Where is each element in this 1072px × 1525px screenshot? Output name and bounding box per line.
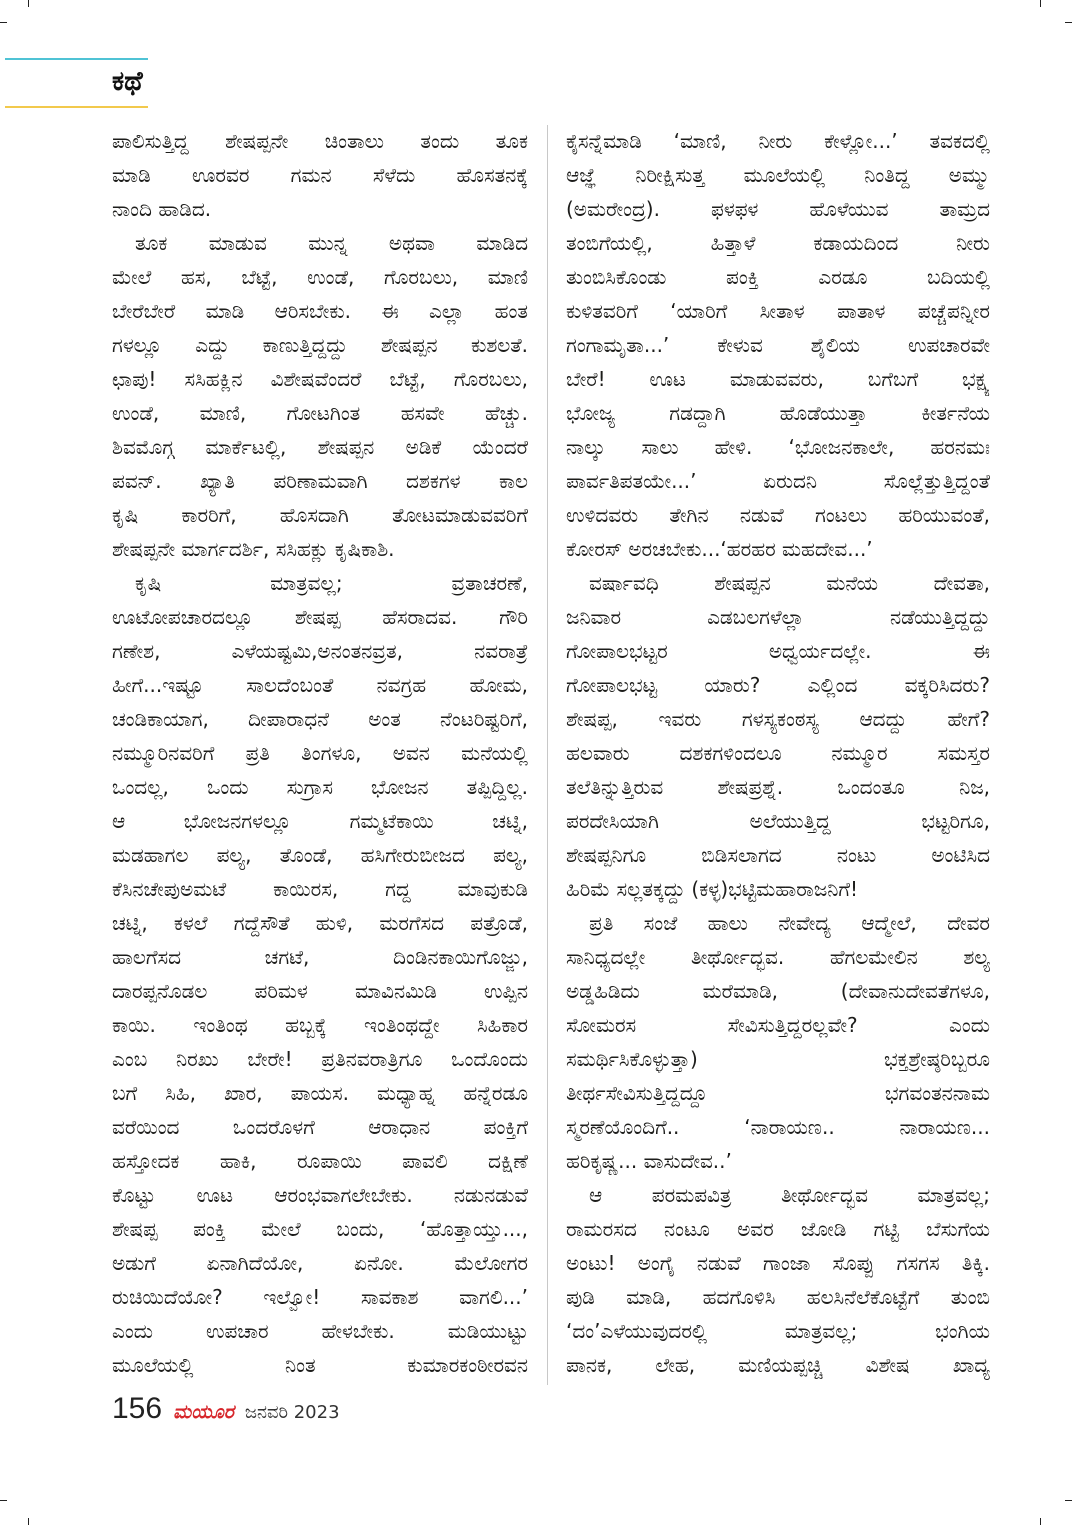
text-line: ಕೈಸನ್ನೆಮಾಡಿ ‘ಮಾಣಿ, ನೀರು ಕೇಳ್ಲೋ...’ ತವಕದಲ್ಲಿ: [566, 129, 990, 153]
text-line: ಜನಿವಾರ ಎಡಬಲಗಳೆಲ್ಲಾ ನಡೆಯುತ್ತಿದ್ದದ್ದು: [566, 605, 990, 629]
text-line: ಪ್ರತಿ ಸಂಜೆ ಹಾಲು ನೇವೇದ್ಯ ಆದ್ಮೇಲೆ, ದೇವರ: [589, 911, 990, 935]
text-line: ಚಂಡಿಕಾಯಾಗ, ದೀಪಾರಾಧನೆ ಅಂತ ನೆಂಟರಿಷ್ಟರಿಗೆ,: [112, 707, 528, 731]
text-line: ಶೇಷಪ್ಪ ಪಂಕ್ತಿ ಮೇಲೆ ಬಂದು, ‘ಹೊತ್ತಾಯ್ತು...,: [112, 1217, 528, 1241]
crop-mark: [0, 1500, 7, 1501]
text-line: ದಾರಪ್ಪನೊಡಲ ಪರಿಮಳ ಮಾವಿನಮಿಡಿ ಉಪ್ಪಿನ: [112, 979, 528, 1003]
text-line: ‘ದಂ’ಎಳೆಯುವುದರಲ್ಲಿ ಮಾತ್ರವಲ್ಲ; ಭಂಗಿಯ: [566, 1319, 990, 1343]
text-line: ಮಡಹಾಗಲ ಪಲ್ಯ, ತೊಂಡೆ, ಹಸಿಗೇರುಬೀಜದ ಪಲ್ಯ,: [112, 843, 528, 867]
crop-mark: [1065, 22, 1072, 23]
paragraph: [112, 124, 528, 226]
text-line: ಗೋಪಾಲಭಟ್ಟ ಯಾರು? ಎಲ್ಲಿಂದ ವಕ್ಕರಿಸಿದರು?: [566, 673, 990, 697]
text-line: ಭೋಜ್ಯ ಗಡದ್ದಾಗಿ ಹೊಡೆಯುತ್ತಾ ಕೀರ್ತನೆಯ: [566, 401, 990, 425]
text-line: ನಾಂದಿ ಹಾಡಿದ.: [112, 197, 212, 221]
text-line: ಆ ಭೋಜನಗಳಲ್ಲೂ ಗಮ್ಮಟೆಕಾಯಿ ಚಟ್ನಿ,: [112, 809, 528, 833]
text-line: ತುಂಬಿಸಿಕೊಂಡು ಪಂಕ್ತಿ ಎರಡೂ ಬದಿಯಲ್ಲಿ: [566, 265, 990, 289]
text-line: ಗಳಲ್ಲೂ ಎದ್ದು ಕಾಣುತ್ತಿದ್ದದ್ದು ಶೇಷಪ್ಪನ ಕುಶಲತೆ.: [112, 333, 528, 357]
text-line: ಕೃಷಿ ಕಾರರಿಗೆ, ಹೊಸದಾಗಿ ತೋಟಮಾಡುವವರಿಗೆ: [112, 503, 528, 527]
text-line: ಕೆಸಿನಚೇಪುಅಮಟೆ ಕಾಯಿರಸ, ಗದ್ದ ಮಾವುಕುಡಿ: [112, 877, 528, 901]
crop-mark: [0, 22, 7, 23]
text-line: ಸೋಮರಸ ಸೇವಿಸುತ್ತಿದ್ದರಲ್ಲವೇ? ಎಂದು: [566, 1013, 990, 1037]
text-line: ಚಟ್ನಿ, ಕಳಲೆ ಗದ್ದೆಸೌತೆ ಹುಳಿ, ಮರಗೆಸದ ಪತ್ರೊಡೆ,: [112, 911, 528, 935]
text-line: ವರ್ಷಾವಧಿ ಶೇಷಪ್ಪನ ಮನೆಯ ದೇವತಾ,: [589, 571, 990, 595]
text-line: ಉಂಡೆ, ಮಾಣಿ, ಗೋಟಗಿಂತ ಹಸವೇ ಹೆಚ್ಚು.: [112, 401, 528, 425]
paragraph: [566, 1178, 990, 1382]
text-line: (ಅಮರೇಂದ್ರ). ಫಳಫಳ ಹೊಳೆಯುವ ತಾಮ್ರದ: [566, 197, 990, 221]
text-line: ಶೇಷಪ್ಪನಿಗೂ ಬಿಡಿಸಲಾಗದ ನಂಟು ಅಂಟಿಸಿದ: [566, 843, 990, 867]
text-line: ಸಾನಿಧ್ಯದಲ್ಲೇ ತೀರ್ಥೋದ್ಭವ. ಹೆಗಲಮೇಲಿನ ಶಲ್ಯ: [566, 945, 990, 969]
text-line: ಗಣೇಶ, ಎಳೆಯಷ್ಟಮಿ,ಅನಂತನವ್ರತ, ನವರಾತ್ರೆ: [112, 639, 528, 663]
text-line: ಶಿವಮೊಗ್ಗ ಮಾರ್ಕೆಟಲ್ಲಿ, ಶೇಷಪ್ಪನ ಅಡಿಕೆ ಯೆಂದರೆ: [112, 435, 528, 459]
text-line: ಗಂಗಾಮೃತಾ...’ ಕೇಳುವ ಶೈಲಿಯ ಉಪಚಾರವೇ: [566, 333, 990, 357]
left-column: [112, 124, 528, 1382]
text-line: ತಲೆತಿನ್ನುತ್ತಿರುವ ಶೇಷಪ್ರಶ್ನೆ. ಒಂದಂತೂ ನಿಜ,: [566, 775, 990, 799]
text-line: ಶೇಷಪ್ಪನೇ ಮಾರ್ಗದರ್ಶಿ, ಸಸಿಹಕ್ಲು ಕೃಷಿಕಾಶಿ.: [112, 537, 395, 561]
text-line: ಎಂದು ಉಪಚಾರ ಹೇಳಬೇಕು. ಮಡಿಯುಟ್ಟು: [112, 1319, 528, 1343]
text-line: ಊಟೋಪಚಾರದಲ್ಲೂ ಶೇಷಪ್ಪ ಹೆಸರಾದವ. ಗೌರಿ: [112, 605, 528, 629]
text-line: ಹರಿಕೃಷ್ಣ... ವಾಸುದೇವ..’: [566, 1149, 732, 1173]
text-line: ಹಲವಾರು ದಶಕಗಳಿಂದಲೂ ನಮ್ಮೂರ ಸಮಸ್ತರ: [566, 741, 990, 765]
text-line: ಕೊಟ್ಟು ಊಟ ಆರಂಭವಾಗಲೇಬೇಕು. ನಡುನಡುವೆ: [112, 1183, 528, 1207]
text-line: ಮೇಲೆ ಹಸ, ಬೆಟ್ಟೆ, ಉಂಡೆ, ಗೊರಬಲು, ಮಾಣಿ: [112, 265, 528, 289]
text-line: ಛಾಪು! ಸಸಿಹಕ್ಲಿನ ವಿಶೇಷವೆಂದರೆ ಬೆಟ್ಟೆ, ಗೊರಬಲು,: [112, 367, 528, 391]
text-line: ಅಡ್ಡಹಿಡಿದು ಮರೆಮಾಡಿ, (ದೇವಾನುದೇವತೆಗಳೂ,: [566, 979, 990, 1003]
column-divider: [547, 125, 548, 1385]
crop-mark: [28, 1518, 29, 1525]
right-column: [566, 124, 990, 1382]
text-line: ತೀರ್ಥಸೇವಿಸುತ್ತಿದ್ದದ್ದೂ ಭಗವಂತನನಾಮ: [566, 1081, 990, 1105]
text-line: ಹಿರಿಮೆ ಸಲ್ಲತಕ್ಕದ್ದು (ಕಳ್ಳ)ಭಟ್ಟಿಮಹಾರಾಜನಿಗೆ!: [566, 877, 859, 901]
text-line: ಕೃಷಿ ಮಾತ್ರವಲ್ಲ; ವ್ರತಾಚರಣೆ,: [135, 571, 528, 595]
text-line: ನಾಲ್ಕು ಸಾಲು ಹೇಳಿ. ‘ಭೋಜನಕಾಲೇ, ಹರನಮಃ: [566, 435, 990, 459]
paragraph: [566, 124, 990, 566]
paragraph: [112, 226, 528, 566]
magazine-logo: ಮಯೂರ: [173, 1401, 234, 1423]
page-footer: [112, 1392, 340, 1432]
text-line: ಮಾಡಿ ಊರವರ ಗಮನ ಸೆಳೆದು ಹೊಸತನಕ್ಕೆ: [112, 163, 528, 187]
section-rule-bottom: [5, 106, 148, 108]
paragraph: [566, 906, 990, 1178]
section-rule-top: [5, 58, 148, 60]
paragraph: [566, 566, 990, 906]
text-line: ಮೂಲೆಯಲ್ಲಿ ನಿಂತ ಕುಮಾರಕಂಠೀರವನ: [112, 1353, 528, 1377]
text-line: ಆ ಪರಮಪವಿತ್ರ ತೀರ್ಥೋದ್ಭವ ಮಾತ್ರವಲ್ಲ;: [589, 1183, 990, 1207]
text-line: ಪಾನಕ, ಲೇಹ, ಮಣಿಯಪ್ಪಚ್ಚಿ ವಿಶೇಷ ಖಾದ್ಯ: [566, 1353, 990, 1377]
text-line: ಉಳಿದವರು ತೇಗಿನ ನಡುವೆ ಗಂಟಲು ಹರಿಯುವಂತೆ,: [566, 503, 990, 527]
text-line: ಅಂಟು! ಅಂಗೈ ನಡುವೆ ಗಾಂಜಾ ಸೊಪ್ಪು ಗಸಗಸ ತಿಕ್ಕಿ.: [566, 1251, 990, 1275]
text-line: ರಾಮರಸದ ನಂಟೂ ಅವರ ಜೋಡಿ ಗಟ್ಟಿ ಬೆಸುಗೆಯ: [566, 1217, 990, 1241]
crop-mark: [28, 0, 29, 7]
text-line: ಪವನ್. ಖ್ಯಾತಿ ಪರಿಣಾಮವಾಗಿ ದಶಕಗಳ ಕಾಲ: [112, 469, 528, 493]
section-label: ಕಥೆ: [112, 66, 143, 97]
text-line: ಕಾಯಿ. ಇಂತಿಂಥ ಹಬ್ಬಕ್ಕೆ ಇಂತಿಂಥದ್ದೇ ಸಿಹಿಕಾರ: [112, 1013, 528, 1037]
text-line: ಹಸ್ತೋದಕ ಹಾಕಿ, ರೂಪಾಯಿ ಪಾವಲಿ ದಕ್ಷಿಣೆ: [112, 1149, 528, 1173]
issue-date: ಜನವರಿ 2023: [244, 1402, 340, 1423]
text-line: ಸ್ಮರಣೆಯೊಂದಿಗೆ.. ‘ನಾರಾಯಣ.. ನಾರಾಯಣ...: [566, 1115, 990, 1139]
text-line: ಎಂಬ ನಿರಖು ಬೇರೇ! ಪ್ರತಿನವರಾತ್ರಿಗೂ ಒಂದೊಂದು: [112, 1047, 528, 1071]
text-line: ಬಗೆ ಸಿಹಿ, ಖಾರ, ಪಾಯಸ. ಮಧ್ಯಾಹ್ನ ಹನ್ನೆರಡೂ: [112, 1081, 528, 1105]
text-line: ಪಾರ್ವತಿಪತಯೇ...’ ಏರುದನಿ ಸೊಲ್ಲೆತ್ತುತ್ತಿದ್ದಂತೆ: [566, 469, 990, 493]
text-line: ತೂಕ ಮಾಡುವ ಮುನ್ನ ಅಥವಾ ಮಾಡಿದ: [135, 231, 528, 255]
text-line: ವರೆಯಿಂದ ಒಂದರೊಳಗೆ ಆರಾಧಾನ ಪಂಕ್ತಿಗೆ: [112, 1115, 528, 1139]
text-line: ಕೋರಸ್ ಅರಚಬೇಕು...‘ಹರಹರ ಮಹದೇವ...’: [566, 537, 873, 561]
text-line: ಬೇರೆಬೇರೆ ಮಾಡಿ ಆರಿಸಬೇಕು. ಈ ಎಲ್ಲಾ ಹಂತ: [112, 299, 528, 323]
text-line: ಪಾಲಿಸುತ್ತಿದ್ದ ಶೇಷಪ್ಪನೇ ಚಿಂತಾಲು ತಂದು ತೂಕ: [112, 129, 528, 153]
text-line: ಶೇಷಪ್ಪ, ಇವರು ಗಳಸ್ಯಕಂಠಸ್ಯ ಆದದ್ದು ಹೇಗೆ?: [566, 707, 990, 731]
crop-mark: [1040, 1518, 1041, 1525]
text-line: ಬೇರೆ! ಊಟ ಮಾಡುವವರು, ಬಗೆಬಗೆ ಭಕ್ಷ್ಯ: [566, 367, 990, 391]
text-line: ರುಚಿಯಿದೆಯೋ? ಇಲ್ವೋ! ಸಾವಕಾಶ ವಾಗಲಿ...’: [112, 1285, 528, 1309]
text-line: ಅಡುಗೆ ಏನಾಗಿದೆಯೋ, ಏನೋ. ಮೆಲೋಗರ: [112, 1251, 528, 1275]
text-line: ಹಾಲಗೆಸದ ಚಗಟೆ, ದಿಂಡಿನಕಾಯಿಗೊಜ್ಜು,: [112, 945, 528, 969]
page-number: 156: [112, 1392, 163, 1425]
text-line: ತಂಬಿಗೆಯಲ್ಲಿ, ಹಿತ್ತಾಳೆ ಕಡಾಯದಿಂದ ನೀರು: [566, 231, 990, 255]
text-line: ಆಜ್ಞೆ ನಿರೀಕ್ಷಿಸುತ್ತ ಮೂಲೆಯಲ್ಲಿ ನಿಂತಿದ್ದ ಅಮ್ಮು: [566, 163, 990, 187]
text-line: ಪರದೇಸಿಯಾಗಿ ಅಲೆಯುತ್ತಿದ್ದ ಭಟ್ಟರಿಗೂ,: [566, 809, 990, 833]
text-line: ನಮ್ಮೂರಿನವರಿಗೆ ಪ್ರತಿ ತಿಂಗಳೂ, ಅವನ ಮನೆಯಲ್ಲಿ: [112, 741, 528, 765]
text-line: ಸಮರ್ಥಿಸಿಕೊಳ್ಳುತ್ತಾ) ಭಕ್ತಶ್ರೇಷ್ಠರಿಬ್ಬರೂ: [566, 1047, 990, 1071]
paragraph: [112, 566, 528, 1382]
crop-mark: [1065, 1500, 1072, 1501]
text-line: ಕುಳಿತವರಿಗೆ ‘ಯಾರಿಗೆ ಸೀತಾಳ ಪಾತಾಳ ಪಚ್ಚೆಪನ್ನೀರ: [566, 299, 990, 323]
text-line: ಹೀಗೆ...ಇಷ್ಟೂ ಸಾಲದೆಂಬಂತೆ ನವಗ್ರಹ ಹೋಮ,: [112, 673, 528, 697]
text-line: ಒಂದಲ್ಲ, ಒಂದು ಸುಗ್ರಾಸ ಭೋಜನ ತಪ್ಪಿದ್ದಿಲ್ಲ.: [112, 775, 528, 799]
text-line: ಗೋಪಾಲಭಟ್ಟರ ಅಧ್ವರ್ಯದಲ್ಲೇ. ಈ: [566, 639, 990, 663]
crop-mark: [1040, 0, 1041, 7]
text-line: ಪುಡಿ ಮಾಡಿ, ಹದಗೊಳಿಸಿ ಹಲಸಿನೆಲೆಕೊಟ್ಟೆಗೆ ತುಂಬಿ: [566, 1285, 990, 1309]
